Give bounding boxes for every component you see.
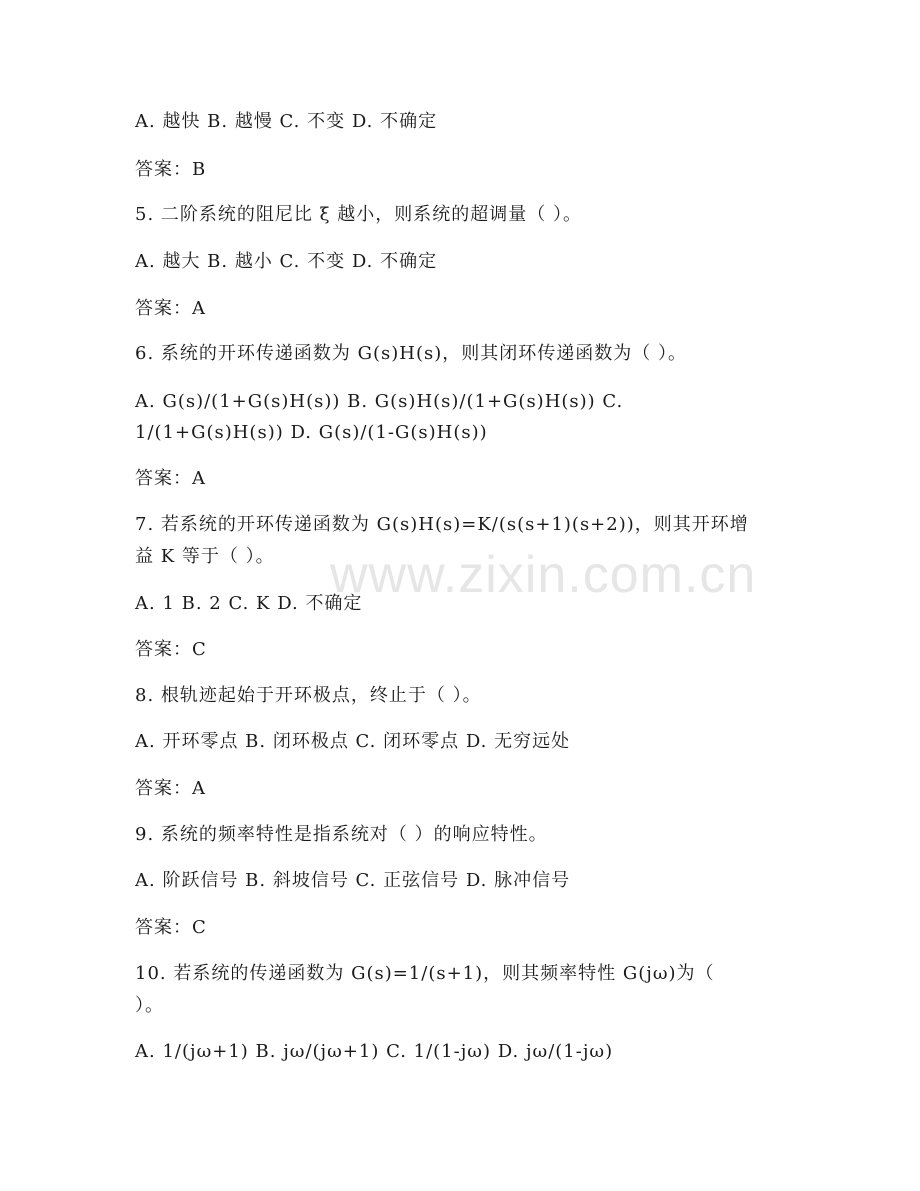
q5-question: 5. 二阶系统的阻尼比 ξ 越小，则系统的超调量（ ）。 — [135, 204, 582, 225]
q6-question: 6. 系统的开环传递函数为 G(s)H(s)，则其闭环传递函数为（ ）。 — [135, 343, 687, 364]
watermark: www.zixin.com.cn — [330, 546, 757, 604]
q7-options: A. 1 B. 2 C. K D. 不确定 — [135, 593, 363, 614]
q4-options: A. 越快 B. 越慢 C. 不变 D. 不确定 — [135, 111, 438, 132]
q10-options: A. 1/(jω+1) B. jω/(jω+1) C. 1/(1-jω) D. jω/(1-jω) — [135, 1041, 614, 1062]
q9-question: 9. 系统的频率特性是指系统对（ ）的响应特性。 — [135, 824, 548, 845]
q6-answer: 答案：A — [135, 468, 206, 489]
q5-answer: 答案：A — [135, 298, 206, 319]
q6-options-line2: 1/(1+G(s)H(s)) D. G(s)/(1-G(s)H(s)) — [135, 422, 488, 443]
q4-answer: 答案：B — [135, 159, 207, 180]
q5-options: A. 越大 B. 越小 C. 不变 D. 不确定 — [135, 251, 438, 272]
q9-answer: 答案：C — [135, 917, 207, 938]
q8-answer: 答案：A — [135, 778, 206, 799]
q7-question-line2: 益 K 等于（ ）。 — [135, 546, 275, 567]
q7-question-line1: 7. 若系统的开环传递函数为 G(s)H(s)=K/(s(s+1)(s+2))，则其开环增 — [135, 514, 749, 535]
q9-options: A. 阶跃信号 B. 斜坡信号 C. 正弦信号 D. 脉冲信号 — [135, 870, 571, 891]
q7-answer: 答案：C — [135, 639, 207, 660]
q6-options-line1: A. G(s)/(1+G(s)H(s)) B. G(s)H(s)/(1+G(s)H(s)) C. — [135, 391, 624, 412]
q8-options: A. 开环零点 B. 闭环极点 C. 闭环零点 D. 无穷远处 — [135, 731, 571, 752]
q10-question-line2: ）。 — [135, 995, 164, 1016]
q10-question-line1: 10. 若系统的传递函数为 G(s)=1/(s+1)，则其频率特性 G(jω)为（ — [135, 963, 715, 984]
q8-question: 8. 根轨迹起始于开环极点，终止于（ ）。 — [135, 685, 482, 706]
